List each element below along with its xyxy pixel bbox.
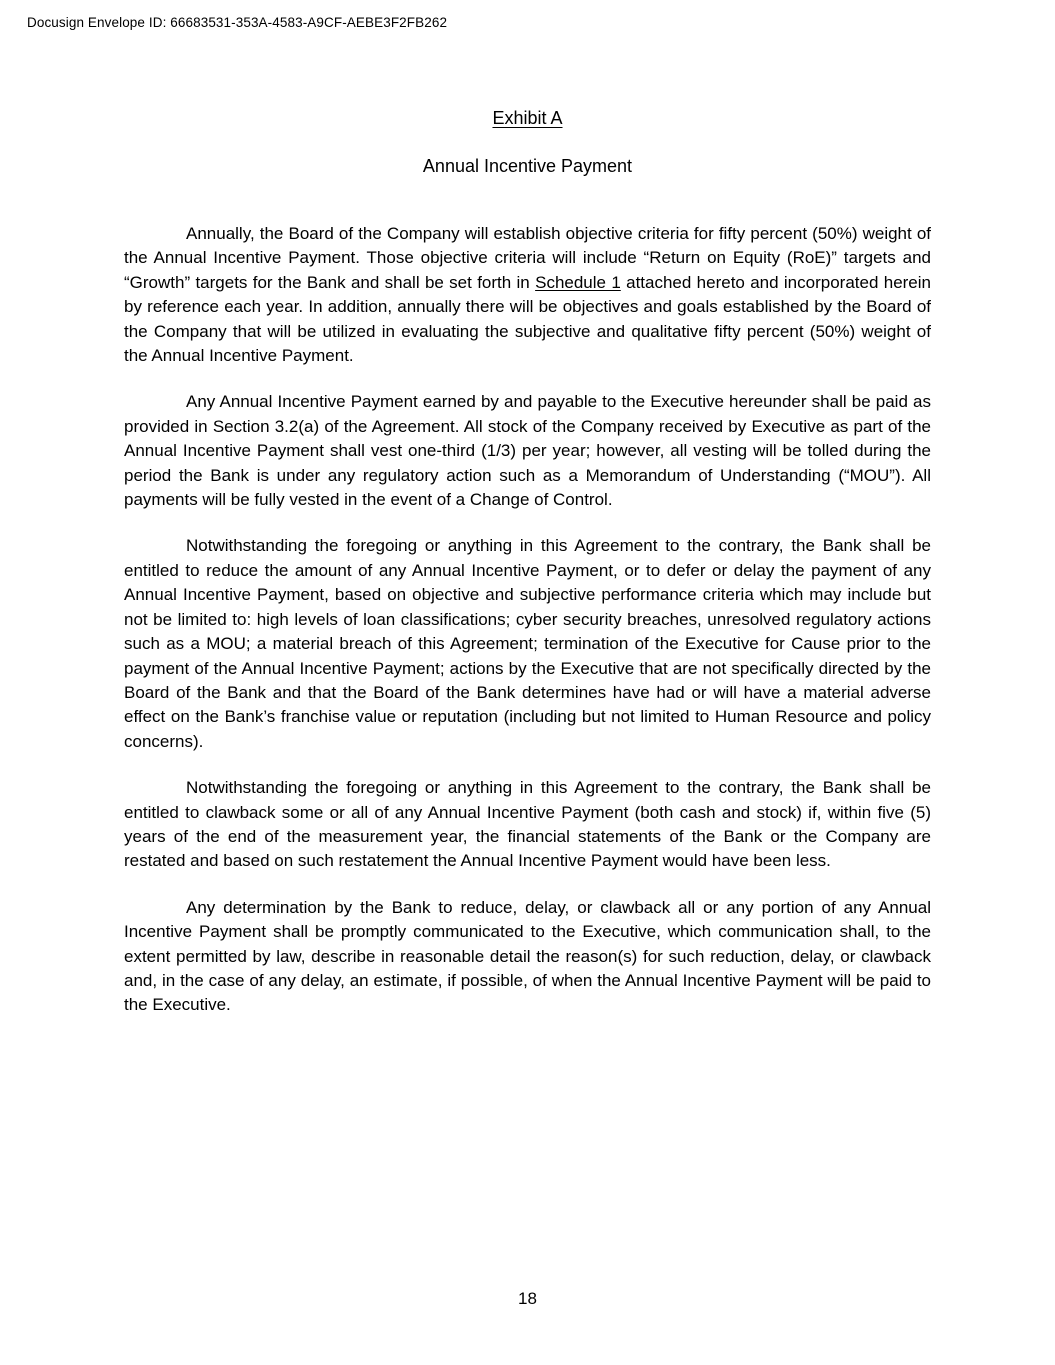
page-number: 18: [518, 1289, 537, 1308]
paragraph-5: Any determination by the Bank to reduce, delay, or clawback all or any portion of any Annual Incentive Payment shall be promptly communicated to the Executive, which communication shall, to the extent permitted by law, describe in reasonable detail the reason(s) for such reduction, delay, or clawback and, in the case of any delay, an estimate, if possible, of when the Annual Incentive Payment will be paid to the Executive.: [124, 897, 931, 1015]
docusign-envelope-id: Docusign Envelope ID: 66683531-353A-4583-A9CF-AEBE3F2FB262: [27, 15, 448, 30]
paragraph-2: Any Annual Incentive Payment earned by and payable to the Executive hereunder shall be paid as provided in Section 3.2(a) of the Agreement. All stock of the Company received by Executive as part of the Annual Incentive Payment shall vest one-third (1/3) per year; however, all vesting will be tolled during the period the Bank is under any regulatory action such as a Memorandum of Understanding (“MOU”). All payments will be fully vested in the event of a Change of Control.: [124, 392, 931, 510]
paragraph-3: Notwithstanding the foregoing or anything in this Agreement to the contrary, the Bank shall be entitled to reduce the amount of any Annual Incentive Payment, or to defer or delay the payment of any Annual Incentive Payment, based on objective and subjective performance criteria which may include but not be limited to: high levels of loan classifications; cyber security breaches, unresolved regulatory actions such as a MOU; a material breach of this Agreement; termination of the Executive for Cause prior to the payment of the Annual Incentive Payment; actions by the Executive that are not specifically directed by the Board of the Bank and that the Board of the Bank determines have had or will have a material adverse effect on the Bank’s franchise value or reputation (including but not limited to Human Resource and policy concerns).: [124, 536, 931, 751]
paragraph-1-text-before: Annually, the Board of the Company will establish objective criteria for fifty percent (50%) weight of the Annual Incentive Payment. Those objective criteria will include “Return on Equity (RoE)” targets and “Growth” targets for the Bank and shall be set forth in: [124, 224, 931, 292]
paragraph-1: [124, 222, 931, 368]
paragraph-1-text-after: attached hereto and incorporated herein by reference each year. In addition, annually there will be objectives and goals established by the Board of the Company that will be utilized in evaluating the subjective and qualitative fifty percent (50%) weight of the Annual Incentive Payment.: [124, 272, 931, 366]
schedule-1-reference: Schedule 1: [535, 272, 621, 292]
paragraph-4: Notwithstanding the foregoing or anything in this Agreement to the contrary, the Bank shall be entitled to clawback some or all of any Annual Incentive Payment (both cash and stock) if, within five (5) years of the end of the measurement year, the financial statements of the Bank or the Company are restated and based on such restatement the Annual Incentive Payment would have been less.: [124, 778, 931, 871]
document-subtitle: Annual Incentive Payment: [422, 156, 633, 176]
exhibit-title: Exhibit A: [492, 108, 563, 128]
